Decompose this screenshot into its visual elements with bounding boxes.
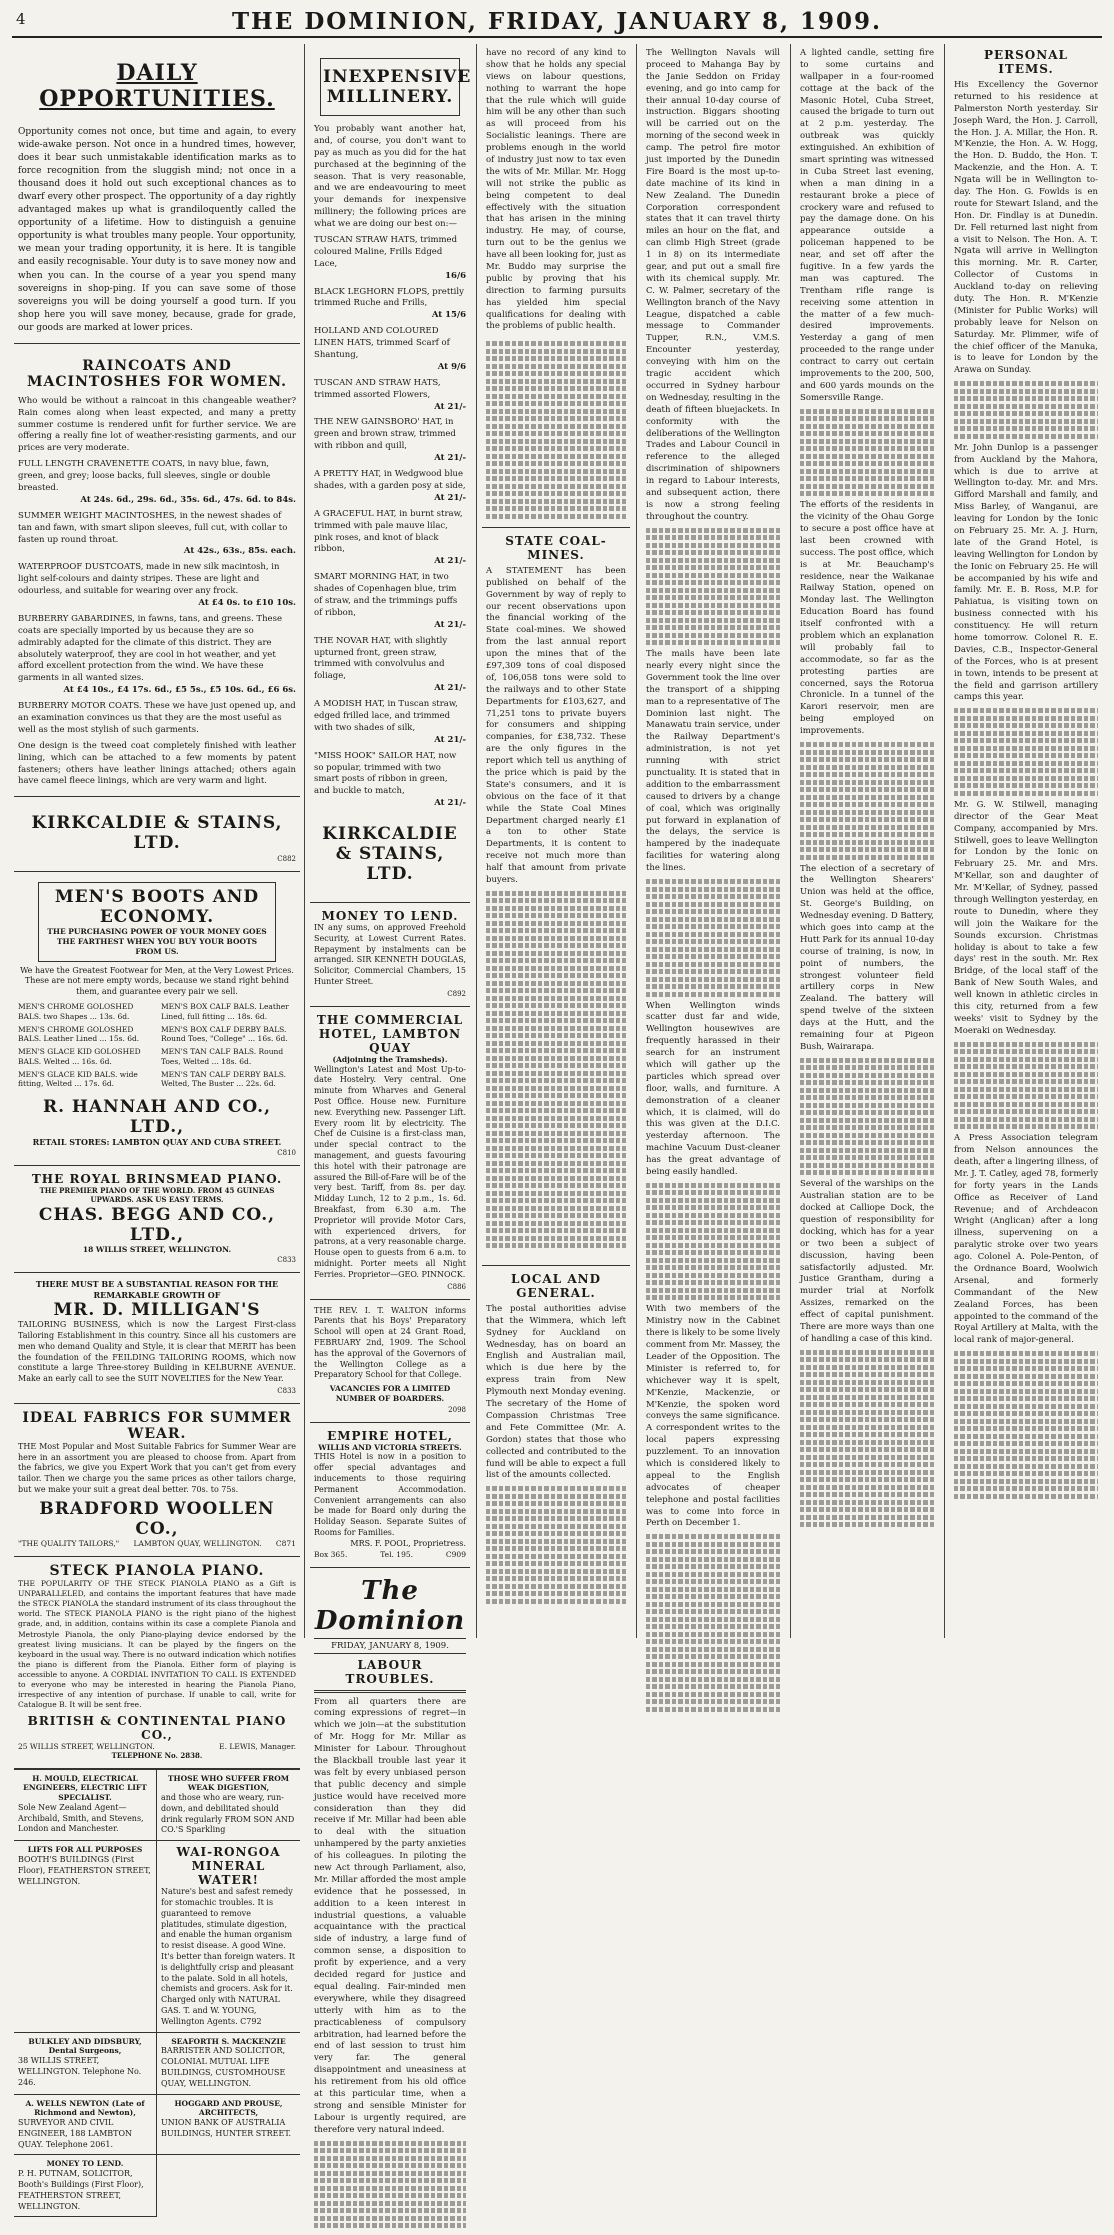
text-filler xyxy=(954,708,1098,796)
news-paragraphs: With two members of the Ministry now in the Cabinet there is likely to be some lively comment from Mr. Massey, the Leader of the Opposition. The Minister is referred to, for whichever way it is spelt, M'Kenzie, Mackenzie, or M'Kenzie, the spoken word conveys the same significance. A correspondent writes to the local papers expressing puzzlement. To an innovation which is considered likely to appeal to the English advocates of cheaper telephone and postal facilities was to come into force in Perth on December 1. xyxy=(646,1304,780,1529)
column-rule xyxy=(944,44,945,1638)
ad-ref: C909 xyxy=(445,1549,466,1559)
list-item: MEN'S GLACE KID GOLOSHED BALS. Welted ... 16s. 6d. xyxy=(18,1047,141,1066)
firm-name: CHAS. BEGG AND CO., LTD., xyxy=(38,1204,276,1245)
list-item: HOLLAND AND COLOURED LINEN HATS, trimmed Scarf of Shantung, At 9/6 xyxy=(314,326,466,372)
list-item: SMART MORNING HAT, in two shades of Copenhagen blue, trim of straw, and the trimmings puffs of ribbon, At 21/- xyxy=(314,572,466,630)
text-filler xyxy=(646,1534,780,1712)
card: HOGGARD AND PROUSE, ARCHITECTS, UNION BANK OF AUSTRALIA BUILDINGS, HUNTER STREET. xyxy=(157,2095,300,2156)
firm-address: LAMBTON QUAY, WELLINGTON. xyxy=(133,1538,262,1548)
text-filler xyxy=(646,528,780,646)
ad-body: IN any sums, on approved Freehold Security, at Lowest Current Rates. Repayment by instalments can be arranged. SIR KENNETH DOUGLAS, Solicitor, Commercial Chambers, 15 Hunter Street. xyxy=(314,923,466,987)
card: WAI-RONGOA MINERAL WATER! Nature's best and safest remedy for stomachic troubles. It is guaranteed to remove platitudes, stimulate digestion, and enable the human organism to resist disease. A good Wine. It's better than foreign waters. It is delightfully crisp and pleasant to the palate. Sold in all hotels, chemists and grocers. Ask for it. Charged only with NATURAL GAS. T. and W. YOUNG, Wellington Agents. C792 xyxy=(157,1841,300,2032)
text-filler xyxy=(646,879,780,997)
ad-subheading: WILLIS AND VICTORIA STREETS. xyxy=(318,1442,462,1452)
ad-heading: EMPIRE HOTEL, xyxy=(327,1428,453,1443)
list-item: A GRACEFUL HAT, in burnt straw, trimmed with pale mauve lilac, pink roses, and knot of black ribbon, At 21/- xyxy=(314,508,466,567)
text-filler xyxy=(800,1350,934,1528)
list-item: TUSCAN STRAW HATS, trimmed coloured Maline, Frills Edged Lace, 16/6 xyxy=(314,235,466,281)
ad-heading: THE ROYAL BRINSMEAD PIANO. xyxy=(31,1172,283,1187)
ad-lead: THERE MUST BE A SUBSTANTIAL REASON FOR THE REMARKABLE GROWTH OF xyxy=(35,1279,279,1300)
text-filler xyxy=(800,742,934,860)
article-body: A STATEMENT has been published on behalf of the Government by way of reply to our recent observations upon the financial working of the State coal-mines. We showed from the last annual report upon the mines that of the £97,309 tons of coal disposed of, 106,058 tons were sold to the railways and to other State Departments for £103,627, and 71,251 tons to private buyers for consumers and shipping companies, for £38,732. These are the only figures in the report which tell us anything of the price which is paid by the State's consumers, and it is obvious on the face of it that while the State Coal Mines Department charged nearly £1 a ton to other State Departments, it is content to receive not much more than half that amount from private buyers. xyxy=(486,565,626,886)
text-filler xyxy=(954,381,1098,439)
ad-heading: THE COMMERCIAL HOTEL, LAMBTON QUAY xyxy=(316,1012,464,1055)
text-filler xyxy=(646,1183,780,1301)
ad-body: Opportunity comes not once, but time and again, to every wide-awake person. Not once in a hundred times, however, does it bear such unmistakable identification marks as to force recognition from the sluggish mind; not once in a thousand does it hold out such exceptional chances as to dwarf every other prospect. The opportunity of a day rightly advantaged makes up what is grandiloquently called the opportunity of a lifetime. How to distinguish a genuine opportunity is what troubles many people. Your opportunity, we mean your trading opportunity, it is here. It is tangible and easily recognisable. Your duty is to save money now and when you can. In the course of a year you spend many sovereigns in shop-ping. If you can save some of those sovereigns you will be doing yourself a good turn. If you shop here you will save money, because, grade for grade, our goods are marked at lower prices. xyxy=(18,127,296,333)
news-paragraphs: The mails have been late nearly every night since the Government took the line over the transport of a shipping man to a representative of The Dominion last night. The Manawatu train service, under the Railway Department's administration, is not yet running with strict punctuality. It is stated that in addition to the embarrassment caused to drivers by a change of coal, which was originally put forward in explanation of the delays, the service is hampered by the inadequate facilities for watering along the lines. xyxy=(646,649,780,874)
proprietress: MRS. F. POOL, Proprietress. xyxy=(350,1538,466,1548)
commercial-hotel-ad xyxy=(310,1007,470,1300)
column-3 xyxy=(482,44,630,1638)
list-item: WATERPROOF DUSTCOATS, made in new silk macintosh, in light self-colours and dainty stripes. These are light and odourless, and suitable for wearing over any frock. At £4 0s. to £10 10s. xyxy=(18,562,296,608)
column-5 xyxy=(796,44,938,1638)
masthead xyxy=(12,8,1102,38)
firm-address: 18 WILLIS STREET, WELLINGTON. xyxy=(82,1244,232,1254)
list-item: BURBERRY MOTOR COATS. These we have just opened up, and an examination convinces us that they are the most useful as well as the most stylish of such garments. xyxy=(18,701,296,735)
article-body: From all quarters there are coming expressions of regret—in which we join—at the substitution of Mr. Hogg for Mr. Millar as Minister for Labour. Throughout the Blackball trouble last year it was felt by every unbiased person that public decency and simple justice would have received more consideration than they did receive if Mr. Millar had been able to deal with the situation unhampered by the party anxieties of his colleagues. In piloting the new Act through Parliament, also, Mr. Millar afforded the most ample evidence that he possessed, in addition to a keen interest in industrial questions, a valuable acquaintance with the practical side of industry, a large fund of common sense, a disposition to profit by experience, and a very decided regard for justice and equal dealing. Fair-minded men everywhere, while they disagreed utterly with him as to the practicableness of compulsory arbitration, had learned before the end of last session to trust him very far. The general disappointment and uneasiness at his retirement from his old office at this particular time, when a strong and sensible Minister for Labour is urgently required, are therefore very natural indeed. xyxy=(314,1696,466,2135)
text-filler xyxy=(800,1058,934,1176)
column-rule xyxy=(790,44,791,1638)
news-paragraphs: The Wellington Navals will proceed to Mahanga Bay by the Janie Seddon on Friday evening, and go into camp for their annual 10-day course of instruction. Biggars shooting will be carried out on the morning of the second week in camp. The petrol fire motor just imported by the Dunedin Fire Board is the most up-to-date machine of its kind in New Zealand. The Dunedin Corporation correspondent states that it can travel thirty miles an hour on the flat, and can climb High Street (grade 1 in 8) on its intermediate gear, and put out a small fire with its chemical supply. Mr. C. W. Palmer, secretary of the Wellington branch of the Navy League, dispatched a cable message to Commander Tupper, R.N., V.M.S. Encounter yesterday, conveying with him on the tragic accident which occurred in Sydney harbour on Wednesday, resulting in the death of fifteen bluejackets. In conformity with the deliberations of the Wellington Trades and Labour Council in reference to the alleged discrimination of shipowners in regard to Labour interests, and subsequent action, there is now a strong feeling throughout the country. xyxy=(646,48,780,522)
list-item: MEN'S BOX CALF DERBY BALS. Round Toes, "College" ... 16s. 6d. xyxy=(161,1024,288,1044)
list-item: MEN'S GLACE KID BALS. wide fitting, Welted ... 17s. 6d. xyxy=(18,1069,138,1089)
firm-phone: TELEPHONE No. 2838. xyxy=(111,1750,203,1760)
ad-body: THIS Hotel is now in a position to offer special advantages and inducements to those requiring Permanent Accommodation. Convenient arrangements can also be made for Board only during the Holiday Season. Separate Suites of Rooms for Families. xyxy=(314,1452,466,1537)
ad-intro: We have the Greatest Footwear for Men, at the Very Lowest Prices. These are not mere empty words, because we stand right behind them, and guarantee every pair we sell. xyxy=(20,965,294,997)
ad-body: THE Most Popular and Most Suitable Fabrics for Summer Wear are here in an assortment you are pleased to choose from. Apart from the fabrics, we give you Expert Work that you can't get from every tailor. Then we charge you the same prices as other tailors charge, but we make your suit a great deal better. 70s. to 75s. xyxy=(18,1441,296,1495)
page-number: 4 xyxy=(16,10,26,28)
article-continued: have no record of any kind to show that he holds any special views on labour questions, nothing to warrant the hope that the rule which will guide him will be any other than such as will proceed from his Socialistic leanings. There are problems enough in the world of industry just now to tax even the wits of Mr. Millar. Mr. Hogg will not strike the public as being competent to deal effectively with the situation that has arisen in the mining industry. He may, of course, turn out to be the genius we have all been looking for, just as Mr. Buddo may surprise the public by proving that his direction to farming pursuits has yielded him special qualifications for dealing with the problems of public health. xyxy=(486,48,626,332)
raincoats-ad xyxy=(14,344,300,798)
article-heading: PERSONAL ITEMS. xyxy=(984,48,1068,76)
leader-section xyxy=(310,1568,470,2235)
newspaper-nameplate: The Dominion xyxy=(314,1575,466,1636)
news-paragraphs: Several of the warships on the Australian station are to be docked at Calliope Dock, the question of responsibility for docking, which has for a year or two been a subject of discussion, having been satisfactorily adjusted. Mr. Justice Grantham, during a murder trial at Norfolk Assizes, remarked on the effect of capital punishment. There are more ways than one of handling a case of this kind. xyxy=(800,1179,934,1344)
article-body: The postal authorities advise that the Wimmera, which left Sydney for Auckland on Wednesday, has on board an English and Australian mail, which is due here by the express train from New Plymouth next Monday evening. The secretary of the Home of Compassion Christmas Tree and Fete Committee (Mr. A. Gordon) states that those who collected and contributed to the fund will be able to expect a full list of the amounts collected. xyxy=(486,1303,626,1481)
text-filler xyxy=(482,341,630,519)
divider xyxy=(314,1690,466,1693)
list-item: MEN'S TAN CALF DERBY BALS. Welted, The Buster ... 22s. 6d. xyxy=(161,1069,286,1089)
ad-heading: MEN'S BOOTS AND ECONOMY. xyxy=(54,887,260,928)
preparatory-school-ad xyxy=(310,1300,470,1423)
milligan-tailor-ad xyxy=(14,1273,300,1404)
kirkcaldie-ad xyxy=(14,797,300,872)
list-item: A MODISH HAT, in Tuscan straw, edged frilled lace, and trimmed with two shades of silk, At 21/- xyxy=(314,699,466,745)
column-4 xyxy=(642,44,784,1638)
ad-body: THE REV. I. T. WALTON informs Parents that his Boys' Preparatory School will open at 24 Grant Road, FEBRUARY 2nd, 1909. The School has the approval of the Governors of the Wellington College as a Preparatory School for that College. xyxy=(314,1305,466,1380)
text-filler xyxy=(486,891,626,1249)
list-item: BLACK LEGHORN FLOPS, prettily trimmed Ruche and Frills, At 15/6 xyxy=(314,286,466,321)
column-6 xyxy=(950,44,1102,1638)
firm-address: RETAIL STORES: LAMBTON QUAY AND CUBA STREET. xyxy=(32,1137,282,1147)
small-cards-grid xyxy=(14,1769,300,2218)
text-filler xyxy=(954,1042,1098,1130)
millinery-ad xyxy=(310,44,470,903)
list-item: SUMMER WEIGHT MACINTOSHES, in the newest shades of tan and fawn, with smart slipon sleeves, full cut, with collar to fasten up round throat. At 42s., 63s., 85s. each. xyxy=(18,510,296,557)
article-heading: LABOUR TROUBLES. xyxy=(345,1657,435,1686)
text-filler xyxy=(314,2141,466,2229)
news-paragraphs: A lighted candle, setting fire to some curtains and wallpaper in a four-roomed cottage at the back of the Masonic Hotel, Cuba Street, caused the brigade to turn out at 2 p.m. yesterday. The outbreak was quickly extinguished. An exhibition of smart sprinting was witnessed in Cuba Street last evening, when a man dining in a restaurant broke a piece of crockery ware and refused to pay the damage done. On his appearance outside a policeman happened to be near, and set off after the fugitive. In a few yards the man was captured. The Trentham rifle range is receiving some attention in the matter of a few much-desired improvements. Yesterday a gang of men proceeded to the range under contract to carry out certain improvements to the 200, 500, and 600 yards mounds on the Somersville Range. xyxy=(800,48,934,403)
card: LIFTS FOR ALL PURPOSES BOOTH'S BUILDINGS (First Floor), FEATHERSTON STREET, WELLINGTON. xyxy=(14,1841,157,2032)
ad-subheading: (Adjoining the Tramsheds). xyxy=(332,1054,448,1064)
steck-pianola-ad xyxy=(14,1557,300,1769)
ad-body: TAILORING BUSINESS, which is now the Largest First-class Tailoring Establishment in this country. Since all his customers are men who demand Quality and Style, it is clear that MERIT has been the foundation of the FEILDING TAILORING ROOMS, which now constitute a large Three-storey Building in KELBURNE AVENUE. Make an early call to see the SUIT NOVELTIES for the New Year. xyxy=(18,1320,296,1384)
mens-boots-ad xyxy=(14,872,300,1166)
daily-opportunities-ad xyxy=(14,44,300,344)
column-ads-left xyxy=(14,44,300,2211)
news-paragraphs: The election of a secretary of the Wellington Shearers' Union was held at the office, St. George's Building, on Wednesday evening. D Battery, which goes into camp at the Hutt Park for its annual 10-day course of training, is now, in point of numbers, the strongest volunteer field artillery corps in New Zealand. The battery will spend twelve of the sixteen days at the Hutt, and the remaining four at Pigeon Bush, Wairarapa. xyxy=(800,863,934,1052)
card: THOSE WHO SUFFER FROM WEAK DIGESTION, and those who are weary, run-down, and debilitated should drink regularly FROM SON AND CO.'S Sparkling xyxy=(157,1770,300,1842)
article-body: Mr. John Dunlop is a passenger from Auckland by the Mahora, which is due to arrive at Wellington to-day. Mr. and Mrs. Gifford Marshall and family, and Miss Barley, of Wanganui, are leaving for London by the Ionic on February 25. Mr. A. J. Hurn, late of the Grand Hotel, is leaving Wellington for London by the Ionic on February 25. He will be accompanied by his wife and family. Mr. E. B. Ross, M.P. for Pahiatua, is visiting town on business connected with his constituency. He will return home tomorrow. Colonel R. E. Davies, C.B., Inspector-General of the Forces, who is at present in town, intends to be present at the field and garrison artillery camps this year. xyxy=(954,442,1098,703)
list-item: MEN'S TAN CALF BALS. Round Toes, Welted ... 18s. 6d. xyxy=(161,1047,284,1066)
list-item: MEN'S BOX CALF BALS. Leather Lined, full fitting ... 18s. 6d. xyxy=(161,1002,289,1021)
article-heading: STATE COAL-MINES. xyxy=(505,533,607,562)
card: BULKLEY AND DIDSBURY, Dental Surgeons, 38 WILLIS STREET, WELLINGTON. Telephone No. 246. xyxy=(14,2033,157,2095)
card: MONEY TO LEND. P. H. PUTNAM, SOLICITOR, Booth's Buildings (First Floor), FEATHERSTON STREET, WELLINGTON. xyxy=(14,2155,157,2217)
article-body: Mr. G. W. Stilwell, managing director of the Gear Meat Company, accompanied by Mrs. Stilwell, goes to leave Wellington for London by the Ionic on February 25. Mr. and Mrs. M'Kellar, son and daughter of Mr. M'Kellar, of Sydney, passed through Wellington yesterday, en route to Dunedin, where they will join the Waikare for the Sounds excursion. Christmas holiday is about to take a few days' rest in the south. Mr. Rex Bridge, of the local staff of the Bank of New South Wales, and well known in athletic circles in this city, returned from a few weeks' visit to Sydney by the Moeraki on Wednesday. xyxy=(954,799,1098,1036)
ad-ref: C871 xyxy=(275,1538,296,1548)
ad-heading: STECK PIANOLA PIANO. xyxy=(49,1562,265,1579)
card: SEAFORTH S. MACKENZIE BARRISTER AND SOLICITOR, COLONIAL MUTUAL LIFE BUILDINGS, CUSTOMHOUSE QUAY, WELLINGTON. xyxy=(157,2033,300,2095)
list-item: MEN'S CHROME GOLOSHED BALS. two Shapes ... 13s. 6d. xyxy=(18,1002,134,1021)
column-rule xyxy=(476,44,477,1638)
ad-intro: Who would be without a raincoat in this changeable weather? Rain comes along when least expected, and many a pretty summer costume is rendered unfit for further service. We are offering a really fine lot of weather-resisting garments, and our prices are very moderate. xyxy=(18,395,296,454)
article-body: His Excellency the Governor returned to his residence at Palmerston North yesterday. Sir Joseph Ward, the Hon. J. Carroll, the Hon. J. A. Millar, the Hon. R. M'Kenzie, the Hon. A. W. Hogg, the Hon. D. Buddo, the Hon. T. Mackenzie, and the Hon. A. T. Ngata will be in Wellington to-day. The Hon. G. Fowlds is en route for Stewart Island, and the Hon. Dr. Findlay is at Dunedin. Dr. Fell returned last night from a visit to Nelson. The Hon. A. T. Ngata will arrive in Wellington this morning. Mr. R. Carter, Collector of Customs in Auckland to-day on relieving duty. The Hon. R. M'Kenzie (Minister for Public Works) will probably leave for Nelson on Saturday. Mr. Plimmer, wife of the chief officer of the Manuka, is to leave for London by the Arawa on Sunday. xyxy=(954,80,1098,376)
firm-tagline: "THE QUALITY TAILORS," xyxy=(18,1538,120,1548)
ad-body: THE POPULARITY OF THE STECK PIANOLA PIANO as a Gift is UNPARALLELED, and contains the important features that have made the STECK PIANOLA the standard instrument of its class throughout the world. The STECK PIANOLA PIANO is the right piano of the highest grade, and, in addition, contains within its case a complete Pianola and Metrostyle Pianola, the only Piano-playing device endorsed by the greatest living musicians. It can be played by the fingers on the keyboard in the usual way. There is no outward indication which notifies the piano is different from the Pianola. Either form of playing is accessible to anyone. A CORDIAL INVITATION TO CALL IS EXTENDED to everyone who may be interested in hearing the Pianola Piano, irrespective of any intention of purchase. If unable to call, write for Catalogue B. It will be sent free. xyxy=(18,1578,296,1710)
boots-price-list xyxy=(18,1002,296,1089)
ad-intro: You probably want another hat, and, of course, you don't want to pay as much as you did for the hat purchased at the beginning of the season. That is very reasonable, and we are endeavouring to meet your demands for inexpensive millinery; the following prices are what we are doing our best on:— xyxy=(314,124,466,230)
ad-ref: 2098 xyxy=(448,1405,466,1414)
ad-ref: C882 xyxy=(277,855,296,864)
newspaper-title: THE DOMINION, FRIDAY, JANUARY 8, 1909. xyxy=(231,8,883,35)
card: A. WELLS NEWTON (Late of Richmond and Newton), SURVEYOR AND CIVIL ENGINEER, 188 LAMBTON QUAY. Telephone 2061. xyxy=(14,2095,157,2156)
ad-subheading: THE PURCHASING POWER OF YOUR MONEY GOES THE FARTHEST WHEN YOU BUY YOUR BOOTS FROM US. xyxy=(47,927,267,956)
list-item: "MISS HOOK" SAILOR HAT, now so popular, trimmed with two smart posts of ribbon in green, and buckle to match, At 21/- xyxy=(314,750,466,809)
firm-name: MR. D. MILLIGAN'S xyxy=(53,1300,261,1321)
list-item: THE NOVAR HAT, with slightly upturned front, green straw, trimmed with convolvulus and foliage, At 21/- xyxy=(314,635,466,694)
ad-heading: IDEAL FABRICS FOR SUMMER WEAR. xyxy=(22,1409,292,1442)
ad-footer: One design is the tweed coat completely finished with leather lining, which can be attached to a few moments by patent fasteners; others have leather linings attached; others again have camel fleece linings, which are very warm and light. xyxy=(18,740,296,787)
text-filler xyxy=(800,409,934,497)
list-item: A PRETTY HAT, in Wedgwood blue shades, with a garden posy at side, At 21/- xyxy=(314,469,466,503)
list-item: TUSCAN AND STRAW HATS, trimmed assorted Flowers, At 21/- xyxy=(314,377,466,412)
list-item: THE NEW GAINSBORO' HAT, in green and brown straw, trimmed with ribbon and quill, At 21/- xyxy=(314,417,466,464)
ad-heading: DAILY OPPORTUNITIES. xyxy=(39,60,275,112)
news-paragraphs: When Wellington winds scatter dust far and wide, Wellington housewives are frequently harassed in their search for an instrument which will gather up the particles which spread over floor, walls, and furniture. A demonstration of a cleaner which, it is claimed, will do this was given at the D.I.C. yesterday afternoon. The machine Vacuum Dust-cleaner has the great advantage of being easily handled. xyxy=(646,1000,780,1178)
ad-body: Wellington's Latest and Most Up-to-date Hostelry. Very central. One minute from Wharves and General Post Office. House new. Furniture new. Everything new. Passenger Lift. Every room lit by electricity. The Chef de Cuisine is a first-class man, under special contract to the management, and guests favouring this hotel with their patronage are assured the Bill-of-Fare will be of the very best. Tariff, from 8s. per day. Midday Lunch, 12 to 2 p.m., 1s. 6d. Breakfast, from 6.30 a.m. The Proprietor will provide Motor Cars, with experienced drivers, for patrons, at a very reasonable charge. House open to guests from 6 a.m. to midnight. Porter meets all Night Ferries. Proprietor—GEO. PINNOCK. xyxy=(314,1064,466,1279)
card: H. MOULD, ELECTRICAL ENGINEERS, ELECTRIC LIFT SPECIALIST. Sole New Zealand Agent—Archibald, Smith, and Stevens, London and Manchester. xyxy=(14,1770,157,1842)
firm-name: KIRKCALDIE & STAINS, LTD. xyxy=(31,813,283,854)
column-rule xyxy=(304,44,305,1638)
text-filler xyxy=(954,1351,1098,1499)
firm-name: BRITISH & CONTINENTAL PIANO CO., xyxy=(27,1713,287,1742)
firm-name: R. HANNAH AND CO., LTD., xyxy=(42,1097,272,1137)
column-rule xyxy=(636,44,637,1638)
article-heading: LOCAL AND GENERAL. xyxy=(510,1271,602,1300)
ad-heading: MONEY TO LEND. xyxy=(321,909,459,924)
bradford-woollen-ad xyxy=(14,1404,300,1557)
list-item: FULL LENGTH CRAVENETTE COATS, in navy blue, fawn, green, and grey; loose backs, full sleeves, single or double breasted. At 24s. 6d., 29s. 6d., 35s. 6d., 47s. 6d. to 84s. xyxy=(18,459,296,505)
ad-ref: C833 xyxy=(277,1386,296,1395)
ad-ref: C833 xyxy=(277,1256,296,1265)
money-to-lend-ad xyxy=(310,903,470,1007)
firm-address: 25 WILLIS STREET, WELLINGTON. xyxy=(18,1741,155,1751)
ad-subheading: VACANCIES FOR A LIMITED NUMBER OF BOARDERS. xyxy=(329,1384,451,1403)
empire-hotel-ad xyxy=(310,1423,470,1568)
brinsmead-piano-ad xyxy=(14,1166,300,1273)
firm-name: KIRKCALDIE & STAINS, LTD. xyxy=(322,824,458,885)
article-body: A Press Association telegram from Nelson announces the death, after a lingering illness, of Mr. J. T. Catley, aged 78, formerly for forty years in the Lands Office as Receiver of Land Revenue; and of Archdeacon Wright (Anglican) after a long illness, supervening on a paralytic stroke over two years ago. Colonel A. Pole-Penton, of the Ordnance Board, Woolwich Arsenal, and formerly Commandant of the New Zealand Forces, has been appointed to the command of the Royal Artillery at Malta, with the local rank of major-general. xyxy=(954,1133,1098,1346)
ad-heading: RAINCOATS AND MACINTOSHES FOR WOMEN. xyxy=(27,357,287,390)
list-item: MEN'S CHROME GOLOSHED BALS. Leather Lined ... 15s. 6d. xyxy=(18,1024,140,1044)
column-2 xyxy=(310,44,472,2135)
list-item: BURBERRY GABARDINES, in fawns, tans, and greens. These coats are specially imported by us because they are so admirably adapted for the climate of this district. They are absolutely waterproof, they are cool in hot weather, and yet afford excellent protection from the wind. We have these garments in all wanted sizes. At £4 10s., £4 17s. 6d., £5 5s., £5 10s. 6d., £6 6s. xyxy=(18,613,296,696)
text-filler xyxy=(486,1486,626,1604)
ad-ref: C892 xyxy=(447,989,466,998)
po-box: Box 365. xyxy=(314,1549,348,1559)
ad-heading: INEXPENSIVE MILLINERY. xyxy=(323,67,472,107)
ad-ref: C810 xyxy=(277,1149,296,1158)
telephone: Tel. 195. xyxy=(380,1549,413,1559)
ad-subheading: THE PREMIER PIANO OF THE WORLD. FROM 45 GUINEAS UPWARDS. ASK US EASY TERMS. xyxy=(39,1186,275,1205)
firm-manager: E. LEWIS, Manager. xyxy=(219,1741,296,1751)
dateline: FRIDAY, JANUARY 8, 1909. xyxy=(314,1638,466,1654)
firm-name: BRADFORD WOOLLEN CO., xyxy=(39,1498,275,1539)
ad-ref: C886 xyxy=(447,1282,466,1291)
news-paragraphs: The efforts of the residents in the vicinity of the Ohau Gorge to secure a post office have at last been crowned with success. The post office, which is at Mr. Beauchamp's residence, near the Waikanae Railway Station, opened on Monday last. The Wellington Education Board has found itself confronted with a problem which an explanation will probably fail to accommodate, so far as the protesting parties are concerned, says the Rotorua Chronicle. In a tunnel of the Karori reservoir, men are being employed on improvements. xyxy=(800,500,934,737)
